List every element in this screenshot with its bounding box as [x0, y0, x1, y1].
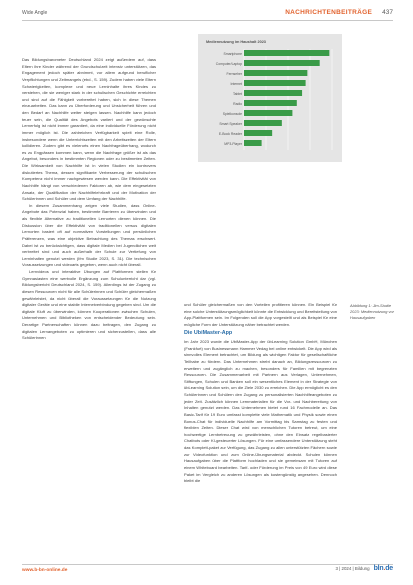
category-label: Spielkonsole	[222, 111, 242, 116]
header-right	[285, 9, 393, 16]
right-column	[184, 339, 337, 485]
bar	[244, 60, 320, 66]
right-column-intro	[184, 302, 337, 329]
category-label: Tablet	[232, 91, 242, 96]
logo-tail: de	[385, 565, 393, 572]
category-label: Internet	[230, 81, 242, 86]
section-heading: Die UbiMaster-App	[184, 330, 233, 336]
bar	[244, 50, 329, 56]
page-number: 437	[382, 9, 393, 16]
figure-caption: Abbildung 1: Jim-Studie 2023: Mediennutzung vor Hausaufgaben	[350, 303, 394, 320]
running-head: Wide Angle	[22, 10, 48, 16]
footer-right	[336, 565, 393, 572]
paragraph: Lernvideos und interaktive Übungen auf Plattformen stellen für Gymnasiasten eine wertvolle Ergänzung zum Schulunterricht dar (vgl. Bildungsbericht Deutschland 2024, S. 159). Allerdings ist der Zugang zu diesen Ressourcen nicht für alle Schülerinnen und Schüler gleichermaßen gewährleistet, da nicht überall die Voraussetzungen für die Nutzung digitaler Geräte und eine stabile Internetverbindung gegeben sind. Um die digitale Kluft zu überwinden, können Kooperationen zwischen Schulen, Unternehmen und Bibliotheken von entscheidender Bedeutung sein. Derartige Partnerschaften können dazu beitragen, den Zugang zu digitalen Lernangeboten zu optimieren und sicherzustellen, dass alle Schülerinnen	[22, 269, 156, 341]
issue-label: 3 | 2024 | Bildung	[335, 566, 370, 571]
bar	[244, 100, 297, 106]
header-title: NACHRICHTENBEITRÄGE	[285, 9, 373, 16]
category-label: E-Book Reader	[218, 131, 242, 136]
left-column	[22, 57, 156, 342]
logo-dot: .	[383, 565, 386, 572]
logo-main: bln	[373, 565, 384, 572]
chart-title: Mediennutzung im Haushalt 2023	[206, 40, 266, 44]
paragraph: In diesem Zusammenhang zeigen viele Studien, dass Online-Angebote das Potenzial haben, bestimmte Barrieren zu überwinden und als flexible Alternative zu traditionellen Lernorten dienen können. Die Diskussion über die Effektivität von traditionellen versus digitalen Lernorten basiert oft auf normativen Vorstellungen und persönlichen Präferenzen, was eine objektive Betrachtung des Themas erschwert. Dabei ist zu berücksichtigen, dass digitale Medien bei Jugendlichen weit verbreitet sind und auch außerhalb der Schule zur Vertiefung von Lerninhalten genutzt werden (Ifm Studie 2023, S. 31). Die technischen Voraussetzungen und videoarts gegeben, wenn auch nicht überall.	[22, 202, 156, 268]
category-label: Radio	[233, 101, 242, 106]
bar	[244, 80, 306, 86]
footer-url[interactable]: www.b-bn-online.de	[22, 568, 68, 573]
category-label: Smart Speaker	[219, 121, 242, 126]
header-divider	[22, 20, 393, 21]
paragraph: Im Jahr 2023 wurde die UbiMaster-App der übLearning Solution GmbH, München (Frankfurt) von Businessmann Hammer Vedag bei online entwickelt. Die App wird als sinnvolles Element betrachtet, um Bildung als wichtigen Faktor für gesellschaftliche Teilhabe zu fördern. Das Unternehmen strebt danach an, Bildungsressourcen zu erweitern und zugänglich zu machen, besonders für Familien mit begrenzten Ressourcen. Die Zusammenarbeit mit Partnern aus Verlagen, Unternehmen, Stiftungen, Schulen und Banken soll ein wesentliches Element in der Strategie von übLearning Solution sein, um die Ziele 2030 zu erreichen. Die App ermöglicht es den Schülerinnen und Schülern den Zugang zu personalisierten Nachhilfeangeboten zu jeder Zeit. Zusätzlich können Lernmaterialien für die Vor- und Nachbereitung von Inhalten genutzt werden. Das Unternehmen bietet rund 16 Fachmodelle an. Das Basic-Tarif für 19 Euro umfasst komplette viele Mathematik und Physik sowie einen Bonus-Chat für individuelle Nachhilfe am Vormittag bis Samstag zu festen und flexiblen Zeiten. Dieser Chat wird von menschlichen Tutoren betreut, um eine hochwertige Lernbetreuung zu gewährleisten, ohne den Einsatz regelbasierter Chatbots oder KI-gesteuerter Lösungen. Für eine umfassendere Unterstützung steht das Komplett-paket zur Verfügung, das Zugang zu allen unterstützten Fächern sowie zur Videofunktion und zum Online-Übungsmaterial abdeckt. Schulen können Hausaufgaben über die Plattform hochladen und sie gemeinsam mit Tutoren auf einem Whiteboard bearbeiten. Tarif- oder Förderung im Preis von 49 Euro wird diese Paket im Vergleich zu anderen Lösungen als kostengünstig angesehen. Dennoch bleibt die	[184, 339, 337, 484]
figure-chart	[198, 34, 342, 162]
bar	[244, 120, 282, 126]
category-label: Smartphone	[223, 51, 242, 56]
bar	[244, 70, 307, 76]
bar-chart	[202, 48, 338, 156]
category-label: Fernseher	[226, 71, 242, 76]
bar	[244, 140, 262, 146]
bar	[244, 110, 292, 116]
bar	[244, 90, 302, 96]
paragraph: und Schüler gleichermaßen von den Vorteilen profitieren können. Ein Beispiel für eine solche Unterstützungsmöglichkeit könnte die Entwicklung und Bereitstellung von App-Plattformen sein. Im Folgenden soll die App vorgestellt und als Beispiel für eine mögliche Form der Unterstützung näher betrachtet werden.	[184, 302, 337, 327]
category-label: Computer/Laptop	[215, 61, 242, 66]
publisher-logo	[374, 565, 393, 572]
bar	[244, 130, 272, 136]
category-label: MP3-Player	[224, 141, 242, 146]
paragraph: Das Bildungsbarometer Deutschland 2024 zeigt außerdem auf, dass Eltern ihre Kinder während der Grundschulzeit intensiv unterstützen, das Engagement jedoch später abnimmt, vor allem aufgrund beruflicher Verpflichtungen und Zeitmangels (ebd., S. 159). Zudem haben viele Eltern Schwierigkeiten, komplexe und neue Lerninhalte ihres Kindes zu verstehen, die sie weniger stark in der schulischen Geschichte erreichten und sind auf die Fähigkeit vorbereitet haben, sich in diese Themen einzuarbeiten. Das kann zu Überforderung und Unsicherheit führen und den Bedarf an Nachhilfe weiter steigen lassen. Nachhilfe kann jedoch teuer sein, die Qualität des Angebots variiert und der gewünschte Lernerfolg ist nicht immer garantiert, da eine individuelle Förderung nicht immer möglich ist. Die zahlreichen Verfügbarkeit spielt eine Rolle, insbesondere wenn die Unterrichtszeiten mit den Arbeitszeiten der Eltern kollidieren. Zudem gibt es vielerorts einen Nachfrageüberhang, wodurch es zu Engpässen kommen kann, wenn die Nachfrage größer ist als das Angebot, besonders in bestimmten Regionen oder zu bestimmten Zeiten. Die Wirksamkeit von Nachhilfe ist in vielen Studien ein kontrovers diskutiertes Thema, dessen signifikante Verbesserung der schulischen Kompetenz nicht immer nachgewiesen werden kann. Die Effektivität von Nachhilfe hängt von verschiedenen Faktoren ab, wie dem eingesetzten Ansatz, der Qualifikation der Nachhilfelehrkraft und der Motivation der Schülerinnen und Schüler und dem Umfang der Nachhilfe.	[22, 57, 156, 202]
